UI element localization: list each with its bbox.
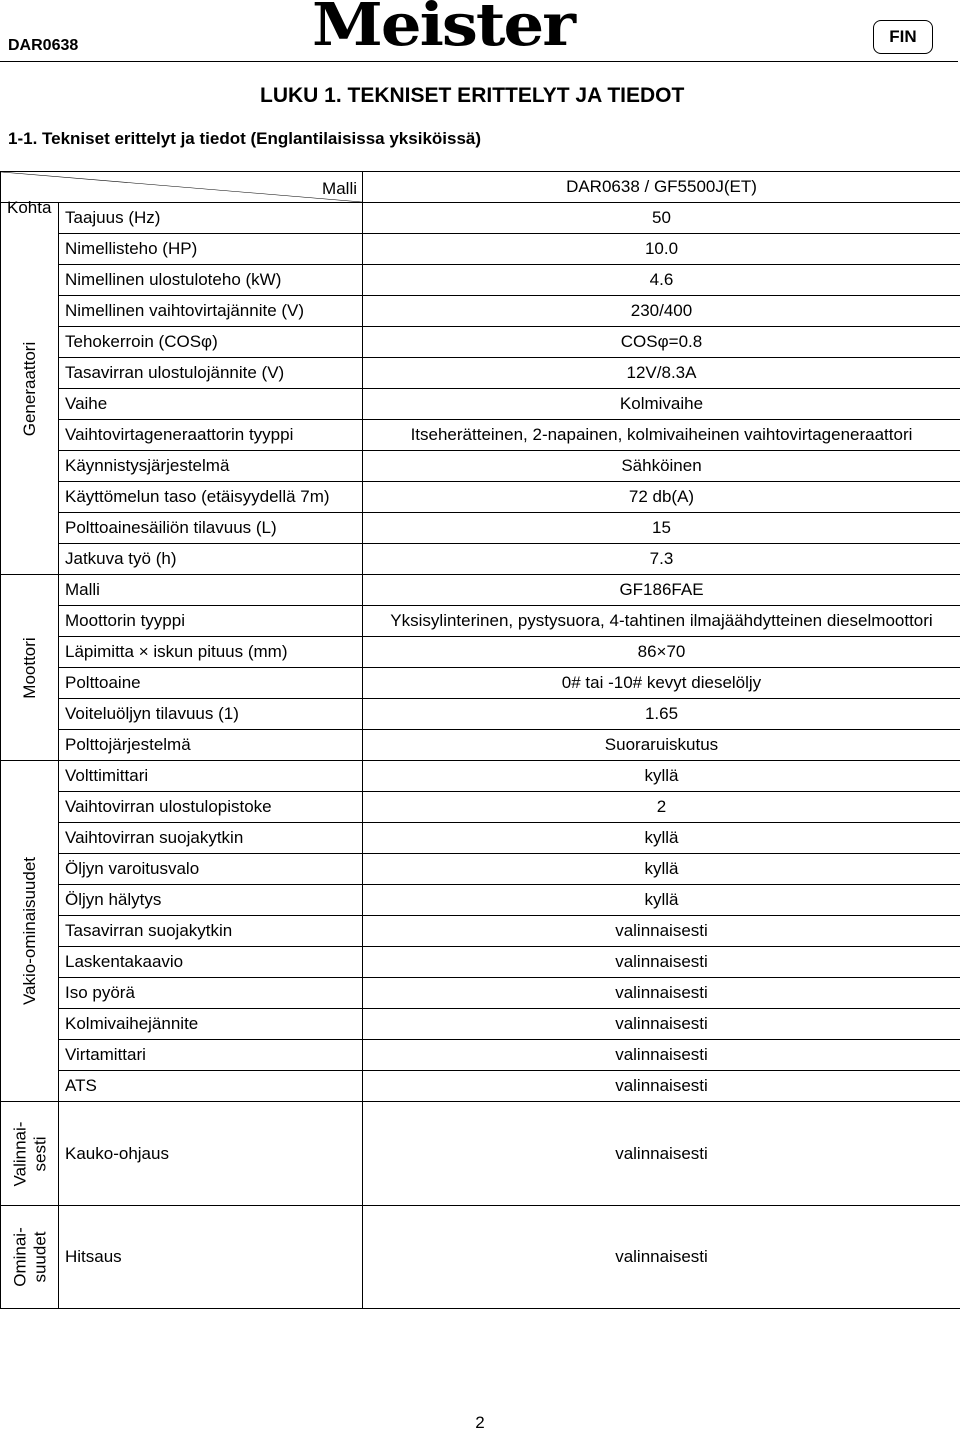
spec-value: 230/400 bbox=[363, 296, 960, 327]
table-row bbox=[1, 1009, 960, 1040]
spec-value: kyllä bbox=[363, 885, 960, 916]
table-row bbox=[1, 854, 960, 885]
spec-item: Moottorin tyyppi bbox=[59, 606, 363, 637]
group-label: Moottori bbox=[20, 637, 40, 698]
group-label-cell bbox=[1, 203, 59, 575]
item-column-label: Kohta bbox=[7, 198, 51, 218]
table-row bbox=[1, 451, 960, 482]
spec-value: valinnaisesti bbox=[363, 1071, 960, 1102]
spec-item: Laskentakaavio bbox=[59, 947, 363, 978]
table-row bbox=[1, 699, 960, 730]
header-diagonal-line bbox=[1, 172, 362, 202]
page-number: 2 bbox=[0, 1413, 960, 1433]
spec-table bbox=[0, 171, 960, 1309]
spec-item: Hitsaus bbox=[59, 1206, 363, 1309]
table-row bbox=[1, 203, 960, 234]
spec-item: Nimellisteho (HP) bbox=[59, 234, 363, 265]
table-row bbox=[1, 730, 960, 761]
table-row bbox=[1, 265, 960, 296]
spec-item: Polttoaine bbox=[59, 668, 363, 699]
table-row bbox=[1, 575, 960, 606]
spec-value: valinnaisesti bbox=[363, 1206, 960, 1309]
spec-item: Kauko-ohjaus bbox=[59, 1102, 363, 1206]
spec-item: Tehokerroin (COSφ) bbox=[59, 327, 363, 358]
spec-value: Sähköinen bbox=[363, 451, 960, 482]
spec-value: 15 bbox=[363, 513, 960, 544]
table-row bbox=[1, 1071, 960, 1102]
group-label: Ominai- suudet bbox=[10, 1212, 49, 1302]
table-row bbox=[1, 389, 960, 420]
model-value: DAR0638 / GF5500J(ET) bbox=[363, 172, 960, 203]
table-row bbox=[1, 482, 960, 513]
table-row bbox=[1, 358, 960, 389]
spec-item: Voiteluöljyn tilavuus (1) bbox=[59, 699, 363, 730]
table-row bbox=[1, 885, 960, 916]
document-code: DAR0638 bbox=[8, 37, 78, 55]
spec-value: valinnaisesti bbox=[363, 1040, 960, 1071]
language-badge: FIN bbox=[873, 20, 933, 54]
spec-value: 7.3 bbox=[363, 544, 960, 575]
spec-value: Suoraruiskutus bbox=[363, 730, 960, 761]
spec-item: Taajuus (Hz) bbox=[59, 203, 363, 234]
table-row bbox=[1, 420, 960, 451]
table-row bbox=[1, 916, 960, 947]
table-row bbox=[1, 544, 960, 575]
table-row bbox=[1, 1040, 960, 1071]
table-row bbox=[1, 234, 960, 265]
spec-item: Vaihe bbox=[59, 389, 363, 420]
spec-item: Nimellinen vaihtovirtajännite (V) bbox=[59, 296, 363, 327]
spec-value: valinnaisesti bbox=[363, 947, 960, 978]
spec-item: Öljyn varoitusvalo bbox=[59, 854, 363, 885]
spec-item: Nimellinen ulostuloteho (kW) bbox=[59, 265, 363, 296]
spec-value: COSφ=0.8 bbox=[363, 327, 960, 358]
group-label: Valinnai- sesti bbox=[10, 1109, 49, 1199]
spec-value: 4.6 bbox=[363, 265, 960, 296]
group-label-cell bbox=[1, 761, 59, 1102]
chapter-title: LUKU 1. TEKNISET ERITTELYT JA TIEDOT bbox=[260, 84, 684, 108]
spec-value: kyllä bbox=[363, 823, 960, 854]
group-label: Generaattori bbox=[20, 341, 40, 436]
spec-item: Iso pyörä bbox=[59, 978, 363, 1009]
spec-value: Yksisylinterinen, pystysuora, 4-tahtinen ilmajäähdytteinen dieselmoottori bbox=[363, 606, 960, 637]
spec-value: 50 bbox=[363, 203, 960, 234]
spec-value: kyllä bbox=[363, 854, 960, 885]
spec-item: Jatkuva työ (h) bbox=[59, 544, 363, 575]
spec-value: 72 db(A) bbox=[363, 482, 960, 513]
spec-value: Itseherätteinen, 2-napainen, kolmivaiheinen vaihtovirtageneraattori bbox=[363, 420, 960, 451]
table-row bbox=[1, 1102, 960, 1206]
spec-item: Polttojärjestelmä bbox=[59, 730, 363, 761]
spec-item: Läpimitta × iskun pituus (mm) bbox=[59, 637, 363, 668]
spec-item: Tasavirran ulostulojännite (V) bbox=[59, 358, 363, 389]
model-column-label: Malli bbox=[322, 179, 357, 199]
spec-item: Volttimittari bbox=[59, 761, 363, 792]
spec-item: Malli bbox=[59, 575, 363, 606]
spec-value: kyllä bbox=[363, 761, 960, 792]
spec-value: GF186FAE bbox=[363, 575, 960, 606]
brand-logo: Meister bbox=[312, 0, 574, 55]
spec-value: valinnaisesti bbox=[363, 916, 960, 947]
group-label: Vakio-ominaisuudet bbox=[20, 857, 40, 1005]
table-row bbox=[1, 637, 960, 668]
table-row bbox=[1, 761, 960, 792]
header-divider bbox=[0, 61, 958, 62]
spec-value: Kolmivaihe bbox=[363, 389, 960, 420]
spec-item: Virtamittari bbox=[59, 1040, 363, 1071]
table-row bbox=[1, 823, 960, 854]
spec-value: 12V/8.3A bbox=[363, 358, 960, 389]
spec-value: valinnaisesti bbox=[363, 978, 960, 1009]
spec-item: Vaihtovirran suojakytkin bbox=[59, 823, 363, 854]
section-title: 1-1. Tekniset erittelyt ja tiedot (Englantilaisissa yksiköissä) bbox=[8, 129, 481, 149]
header-corner-cell bbox=[1, 172, 363, 203]
table-row bbox=[1, 792, 960, 823]
table-row bbox=[1, 668, 960, 699]
spec-item: Öljyn hälytys bbox=[59, 885, 363, 916]
spec-value: 2 bbox=[363, 792, 960, 823]
spec-value: valinnaisesti bbox=[363, 1009, 960, 1040]
group-label-cell bbox=[1, 1102, 59, 1206]
table-row bbox=[1, 947, 960, 978]
spec-item: ATS bbox=[59, 1071, 363, 1102]
table-row bbox=[1, 327, 960, 358]
spec-item: Polttoainesäiliön tilavuus (L) bbox=[59, 513, 363, 544]
spec-item: Vaihtovirran ulostulopistoke bbox=[59, 792, 363, 823]
table-header-row bbox=[1, 172, 960, 203]
table-row bbox=[1, 978, 960, 1009]
spec-value: 1.65 bbox=[363, 699, 960, 730]
group-label-cell bbox=[1, 1206, 59, 1309]
spec-value: 0# tai -10# kevyt dieselöljy bbox=[363, 668, 960, 699]
spec-item: Käynnistysjärjestelmä bbox=[59, 451, 363, 482]
table-row bbox=[1, 1206, 960, 1309]
spec-item: Vaihtovirtageneraattorin tyyppi bbox=[59, 420, 363, 451]
table-row bbox=[1, 296, 960, 327]
spec-value: 10.0 bbox=[363, 234, 960, 265]
table-row bbox=[1, 513, 960, 544]
spec-value: 86×70 bbox=[363, 637, 960, 668]
group-label-cell bbox=[1, 575, 59, 761]
spec-item: Kolmivaihejännite bbox=[59, 1009, 363, 1040]
spec-value: valinnaisesti bbox=[363, 1102, 960, 1206]
table-row bbox=[1, 606, 960, 637]
spec-item: Käyttömelun taso (etäisyydellä 7m) bbox=[59, 482, 363, 513]
spec-item: Tasavirran suojakytkin bbox=[59, 916, 363, 947]
